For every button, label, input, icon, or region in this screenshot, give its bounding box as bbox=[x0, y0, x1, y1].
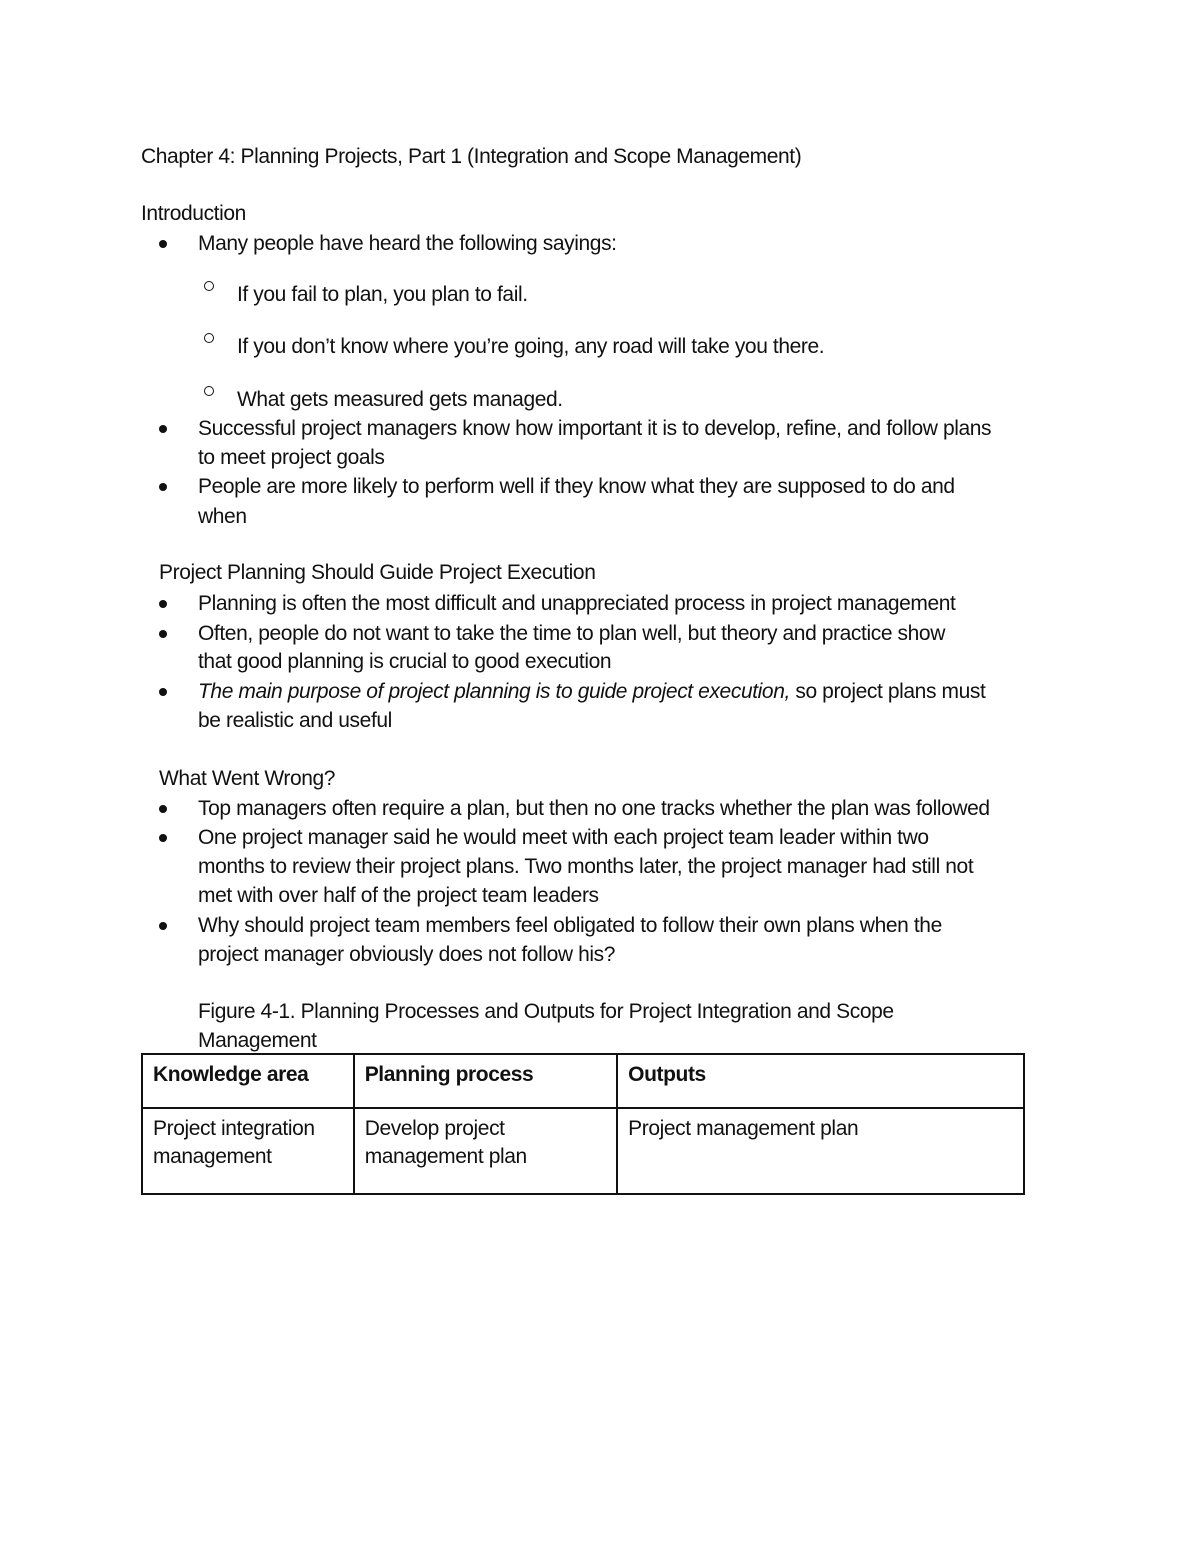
intro-bullet-3-line-1: People are more likely to perform well if they know what they are supposed to do and bbox=[198, 475, 955, 498]
intro-bullet-1: Many people have heard the following sayings: bbox=[198, 232, 617, 255]
guide-bullet-3-rest: so project plans must bbox=[789, 680, 986, 703]
wrong-bullet-3-line-1: Why should project team members feel obligated to follow their own plans when the bbox=[198, 914, 942, 937]
bullet-icon bbox=[159, 483, 167, 491]
guide-bullet-3-italic: The main purpose of project planning is to guide project execution, bbox=[198, 680, 790, 703]
section-heading-guide: Project Planning Should Guide Project Execution bbox=[159, 561, 596, 584]
bullet-icon bbox=[159, 630, 167, 638]
table-header-row bbox=[142, 1054, 1024, 1108]
cell-line: management plan bbox=[364, 1145, 527, 1168]
intro-bullet-2-line-2: to meet project goals bbox=[198, 446, 385, 469]
guide-bullet-3-line-2: be realistic and useful bbox=[198, 709, 392, 732]
table-cell-planning-process bbox=[354, 1108, 617, 1194]
cell-line: Project management plan bbox=[628, 1117, 859, 1140]
cell-line: Develop project bbox=[364, 1117, 505, 1140]
section-heading-introduction: Introduction bbox=[141, 202, 246, 225]
bullet-icon bbox=[159, 688, 167, 696]
bullet-icon bbox=[159, 834, 167, 842]
table-cell-outputs bbox=[617, 1108, 1024, 1194]
wrong-bullet-2-line-1: One project manager said he would meet with each project team leader within two bbox=[198, 826, 929, 849]
saying-3: What gets measured gets managed. bbox=[237, 388, 563, 411]
table-header-planning-process: Planning process bbox=[354, 1054, 617, 1108]
wrong-bullet-3-line-2: project manager obviously does not follow his? bbox=[198, 943, 616, 966]
figure-caption-line-2: Management bbox=[198, 1029, 317, 1052]
figure-caption-line-1: Figure 4-1. Planning Processes and Outputs for Project Integration and Scope bbox=[198, 1000, 894, 1023]
intro-bullet-2-line-1: Successful project managers know how important it is to develop, refine, and follow plans bbox=[198, 417, 992, 440]
bullet-icon bbox=[159, 922, 167, 930]
section-heading-wrong: What Went Wrong? bbox=[159, 767, 336, 790]
bullet-icon bbox=[159, 805, 167, 813]
circle-bullet-icon bbox=[204, 333, 214, 343]
cell-line: management bbox=[153, 1145, 272, 1168]
cell-line: Project integration bbox=[153, 1117, 315, 1140]
figure-table bbox=[141, 1053, 1025, 1195]
guide-bullet-2-line-1: Often, people do not want to take the time to plan well, but theory and practice show bbox=[198, 622, 945, 645]
table-header-outputs: Outputs bbox=[617, 1054, 1024, 1108]
bullet-icon bbox=[159, 425, 167, 433]
guide-bullet-3-line-1 bbox=[198, 677, 985, 706]
guide-bullet-1: Planning is often the most difficult and unappreciated process in project management bbox=[198, 592, 956, 615]
saying-1: If you fail to plan, you plan to fail. bbox=[237, 283, 528, 306]
intro-bullet-3-line-2: when bbox=[198, 505, 247, 528]
wrong-bullet-2-line-2: months to review their project plans. Two months later, the project manager had still not bbox=[198, 855, 974, 878]
wrong-bullet-1: Top managers often require a plan, but then no one tracks whether the plan was followed bbox=[198, 797, 990, 820]
bullet-icon bbox=[159, 240, 167, 248]
bullet-icon bbox=[159, 600, 167, 608]
circle-bullet-icon bbox=[204, 386, 214, 396]
guide-bullet-2-line-2: that good planning is crucial to good execution bbox=[198, 650, 612, 673]
wrong-bullet-2-line-3: met with over half of the project team leaders bbox=[198, 884, 599, 907]
table-header-knowledge-area: Knowledge area bbox=[142, 1054, 354, 1108]
saying-2: If you don’t know where you’re going, any road will take you there. bbox=[237, 335, 825, 358]
page-title: Chapter 4: Planning Projects, Part 1 (Integration and Scope Management) bbox=[141, 145, 802, 168]
circle-bullet-icon bbox=[204, 281, 214, 291]
table-row bbox=[142, 1108, 1024, 1194]
table-cell-knowledge-area bbox=[142, 1108, 354, 1194]
